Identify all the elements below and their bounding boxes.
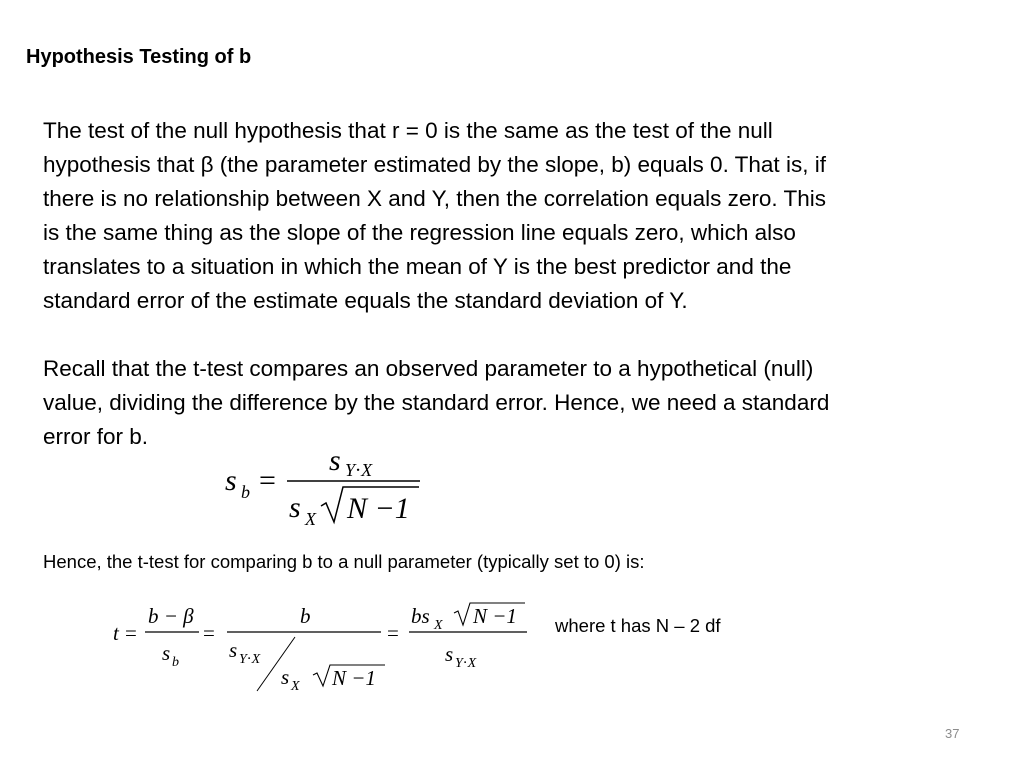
paragraph-line: translates to a situation in which the mean of Y is the best predictor and the (43, 254, 792, 279)
formula-radicand: N −1 (347, 492, 410, 525)
formula-symbol: s (281, 665, 290, 689)
paragraph-line: error for b. (43, 424, 149, 449)
formula-equals: = (259, 464, 276, 497)
formula-symbol: s (289, 491, 301, 524)
formula-equals: = (125, 621, 137, 645)
formula-equals: = (387, 621, 399, 645)
paragraph-line: standard error of the estimate equals the standard deviation of Y. (43, 288, 688, 313)
paragraph-line: value, dividing the difference by the standard error. Hence, we need a standard (43, 390, 830, 415)
formula-radicand: N −1 (473, 604, 517, 628)
formula-symbol: s (162, 641, 171, 665)
paragraph-line: The test of the null hypothesis that r = 0 is the same as the test of the null (43, 118, 773, 143)
formula-symbol: s (225, 464, 237, 497)
page-number: 37 (945, 726, 960, 741)
paragraph-t-test-recall (43, 352, 973, 454)
formula-subscript: b (172, 655, 179, 670)
paragraph-line: hypothesis that β (the parameter estimated by the slope, b) equals 0. That is, if (43, 152, 826, 177)
formula-numerator: bs (411, 604, 430, 628)
t-statistic-formula (105, 595, 535, 695)
degrees-of-freedom-note: where t has N – 2 df (555, 615, 721, 636)
formula-subscript: Y⋅X (455, 656, 477, 671)
formula-numerator: b − β (148, 604, 194, 628)
formula-subscript: X (434, 618, 443, 633)
formula-subscript: Y⋅X (239, 652, 261, 667)
formula-subscript: b (241, 482, 250, 502)
paragraph-line: Recall that the t-test compares an observed parameter to a hypothetical (null) (43, 356, 814, 381)
formula-equals: = (203, 621, 215, 645)
slash-divider (257, 637, 295, 691)
formula-subscript: X (305, 509, 316, 529)
standard-error-of-b-formula (215, 445, 435, 530)
formula-symbol: s (229, 638, 238, 662)
formula-radicand: N −1 (332, 666, 376, 690)
paragraph-t-test-intro: Hence, the t-test for comparing b to a null parameter (typically set to 0) is: (43, 551, 645, 572)
slide-title: Hypothesis Testing of b (26, 46, 252, 68)
formula-subscript: X (291, 679, 300, 694)
formula-symbol: s (329, 444, 341, 477)
paragraph-line: is the same thing as the slope of the regression line equals zero, which also (43, 220, 796, 245)
formula-numerator: b (300, 604, 311, 628)
formula-subscript: Y⋅X (345, 460, 373, 480)
formula-symbol: t (113, 621, 119, 645)
formula-symbol: s (445, 642, 454, 666)
paragraph-null-hypothesis (43, 114, 973, 318)
paragraph-line: there is no relationship between X and Y, then the correlation equals zero. This (43, 186, 827, 211)
